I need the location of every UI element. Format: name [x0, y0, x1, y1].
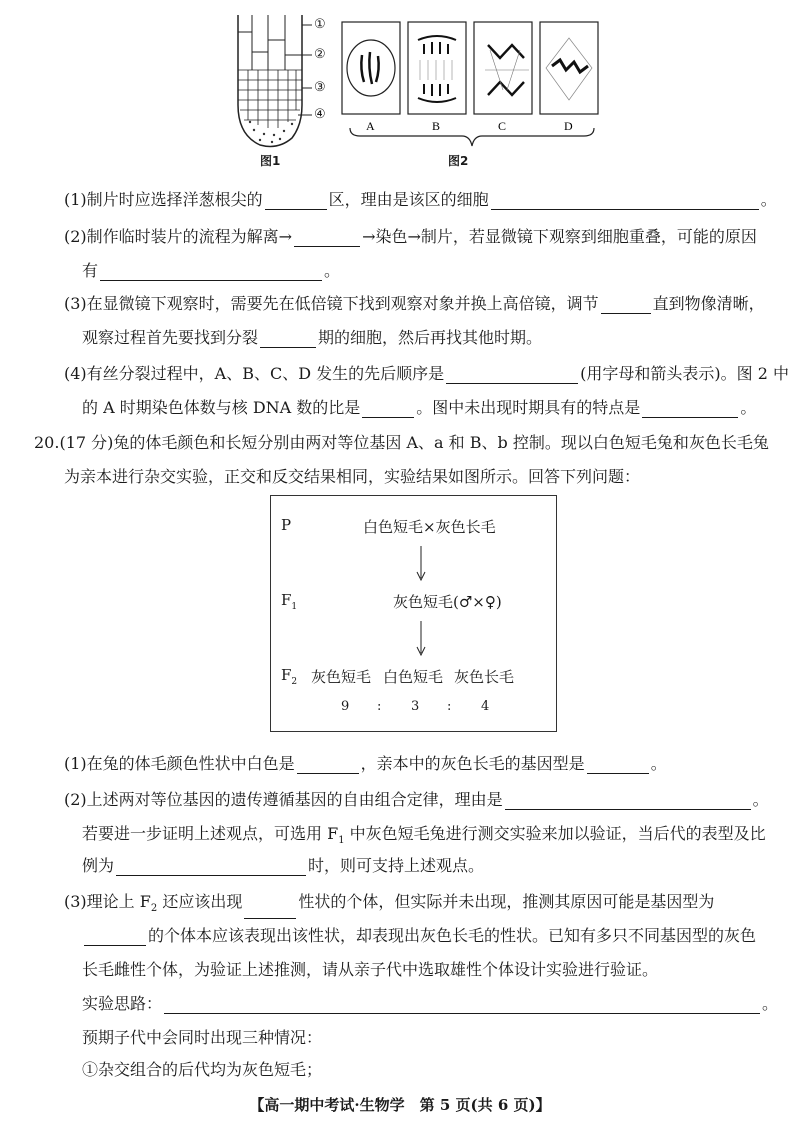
- q19-p2-text-b: →染色→制片，若显微镜下观察到细胞重叠，可能的原因: [362, 227, 757, 246]
- q19-part3-cont: [82, 328, 542, 348]
- cross-p-label: P: [281, 516, 292, 534]
- q19-p1-blank-2[interactable]: [491, 192, 759, 210]
- ratio-3: 3: [411, 699, 420, 714]
- cell-label-d: D: [564, 119, 573, 133]
- q20-p1-text-a: (1)在兔的体毛颜色性状中白色是: [64, 754, 295, 773]
- marker-2: ②: [314, 47, 326, 62]
- q20-p2-text-f: 时，则可支持上述观点。: [308, 856, 485, 875]
- page-footer: 【高一期中考试·生物学 第 5 页(共 6 页)】: [249, 1096, 551, 1114]
- q20-p2-text-b: 。: [752, 790, 769, 809]
- q20-part2: [64, 790, 769, 810]
- cross-p-text: 白色短毛×灰色长毛: [363, 518, 496, 536]
- q20-p3-blank-1[interactable]: [244, 901, 296, 919]
- q19-p4-blank-3[interactable]: [642, 400, 738, 418]
- q19-part4-cont: [82, 398, 756, 418]
- q20-p2-blank-1[interactable]: [505, 792, 751, 810]
- cross-f1-label: $F_1$: [281, 591, 298, 612]
- q19-p1-text-b: 区，理由是该区的细胞: [328, 190, 489, 209]
- cell-label-c: C: [498, 119, 507, 133]
- q19-part2-cont: [82, 261, 340, 281]
- q19-p4-text-d: 。图中未出现时期具有的特点是: [416, 398, 641, 417]
- q19-p4-blank-1[interactable]: [446, 366, 578, 384]
- q20-part3-case1: ①杂交组合的后代均为灰色短毛；: [82, 1060, 323, 1079]
- q19-part4: [64, 364, 789, 384]
- cross-f2-phenotype-1: 灰色短毛: [311, 668, 372, 686]
- arrow-down-icon: [416, 621, 426, 657]
- q20-part3-expect: 预期子代中会同时出现三种情况：: [82, 1028, 323, 1047]
- q19-p1-text-c: 。: [760, 190, 777, 209]
- q19-p3-blank-1[interactable]: [601, 296, 651, 314]
- q19-p1-blank-1[interactable]: [265, 192, 327, 210]
- q19-p4-text-e: 。: [740, 398, 757, 417]
- q20-p3-text-a: (3)理论上 F: [64, 892, 151, 911]
- q20-p3-text-d: 的个体本应该表现出该性状，却表现出灰色长毛的性状。已知有多只不同基因型的灰色: [148, 926, 757, 945]
- q19-p2-text-a: (2)制作临时装片的流程为解离→: [64, 227, 293, 246]
- cross-f2-phenotype-2: 白色短毛: [383, 668, 444, 686]
- marker-1: ①: [314, 17, 326, 32]
- q20-p2-text-c: 若要进一步证明上述观点，可选用 F: [82, 824, 339, 843]
- q20-intro-line2: 为亲本进行杂交实验，正交和反交结果相同，实验结果如图所示。回答下列问题：: [64, 467, 641, 486]
- figure-2-mitosis-cells: [340, 20, 610, 150]
- arrow-down-icon: [416, 546, 426, 582]
- q19-p2-blank-1[interactable]: [294, 229, 360, 247]
- cross-f1-text: 灰色短毛(♂×♀): [393, 593, 502, 611]
- q20-part1: [64, 754, 667, 774]
- q19-p1-text-a: (1)制片时应选择洋葱根尖的: [64, 190, 263, 209]
- q19-part2: [64, 227, 757, 247]
- q20-p2-text-d: 中灰色短毛兔进行测交实验来加以验证，当后代的表型及比: [344, 824, 766, 843]
- q19-p2-text-c: 有: [82, 261, 99, 280]
- q20-p3-blank-3[interactable]: [164, 996, 760, 1014]
- q20-p3-blank-2[interactable]: [84, 928, 146, 946]
- q19-p3-text-b: 直到物像清晰，: [652, 294, 765, 313]
- cell-label-b: B: [432, 119, 441, 133]
- q19-p3-text-a: (3)在显微镜下观察时，需要先在低倍镜下找到观察对象并换上高倍镜，调节: [64, 294, 599, 313]
- cross-f2-label: $F_2$: [281, 666, 298, 687]
- q19-p3-blank-2[interactable]: [260, 330, 316, 348]
- q20-p3-text-g: 。: [762, 994, 779, 1013]
- marker-4: ④: [314, 107, 326, 122]
- q20-part3-cont: [82, 926, 756, 946]
- ratio-9: 9: [341, 699, 350, 714]
- q19-p4-text-b: (用字母和箭头表示)。图 2 中: [580, 364, 789, 383]
- q19-part1: [64, 190, 777, 210]
- q20-part2-cont2: [82, 856, 484, 876]
- q20-p3-text-b: 还应该出现: [157, 892, 243, 911]
- q19-part3: [64, 294, 765, 314]
- q20-p3-subscript: 2: [150, 903, 158, 915]
- cell-label-a: A: [366, 119, 375, 133]
- ratio-colon-2: :: [447, 699, 452, 714]
- q20-p2-subscript: 1: [338, 835, 345, 847]
- q20-part3-idea: [82, 994, 778, 1014]
- ratio-4: 4: [481, 699, 490, 714]
- q20-p1-blank-1[interactable]: [297, 756, 359, 774]
- q19-p4-text-c: 的 A 时期染色体数与核 DNA 数的比是: [82, 398, 361, 417]
- q20-p2-text-a: (2)上述两对等位基因的遗传遵循基因的自由组合定律，理由是: [64, 790, 503, 809]
- q20-p1-blank-2[interactable]: [587, 756, 649, 774]
- q19-p3-text-d: 期的细胞，然后再找其他时期。: [318, 328, 543, 347]
- q19-p4-text-a: (4)有丝分裂过程中，A、B、C、D 发生的先后顺序是: [64, 364, 445, 383]
- q19-p3-text-c: 观察过程首先要找到分裂: [82, 328, 259, 347]
- figure-2-caption: 图2: [448, 154, 469, 168]
- ratio-colon-1: :: [377, 699, 382, 714]
- figure-1-caption: 图1: [260, 154, 281, 168]
- q20-p3-text-c: 性状的个体，但实际并未出现，推测其原因可能是基因型为: [298, 892, 715, 911]
- q20-part2-cont: [82, 824, 766, 851]
- q20-part3-cont2: 长毛雌性个体，为验证上述推测，请从亲子代中选取雄性个体设计实验进行验证。: [82, 960, 659, 979]
- q20-p1-text-c: 。: [650, 754, 667, 773]
- q20-intro-line1: 20.(17 分)兔的体毛颜色和长短分别由两对等位基因 A、a 和 B、b 控制。现以白色短毛兔和灰色长毛兔: [34, 433, 769, 452]
- q19-p2-text-d: 。: [324, 261, 341, 280]
- q19-p2-blank-2[interactable]: [100, 263, 322, 281]
- q20-part3: [64, 892, 714, 919]
- q20-p2-text-e: 例为: [82, 856, 115, 875]
- q20-p3-text-f: 实验思路：: [82, 994, 163, 1013]
- q19-p4-blank-2[interactable]: [362, 400, 414, 418]
- figure-area: [230, 10, 610, 172]
- q20-p2-blank-2[interactable]: [116, 858, 306, 876]
- marker-3: ③: [314, 80, 326, 95]
- q20-p1-text-b: ，亲本中的灰色长毛的基因型是: [360, 754, 585, 773]
- cross-diagram: [270, 495, 557, 732]
- cross-f2-phenotype-3: 灰色长毛: [454, 668, 515, 686]
